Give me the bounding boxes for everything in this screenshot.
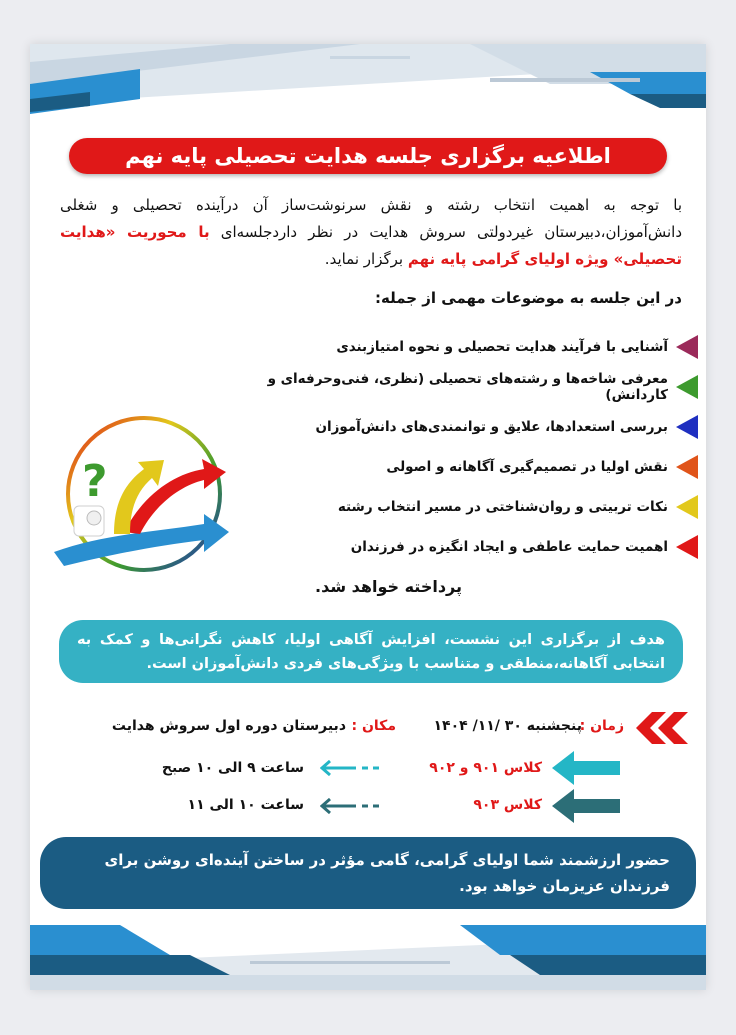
class-903-label: کلاس ۹۰۳ (473, 797, 542, 813)
topic-label: معرفی شاخه‌ها و رشته‌های تحصیلی (نظری، فنی‌وحرفه‌ای و کاردانش) (267, 370, 668, 403)
time-label: زمان : (579, 718, 624, 734)
topics-list (248, 329, 698, 569)
footer-decoration (30, 895, 706, 990)
arrow-left-icon (552, 751, 620, 785)
topic-label: اهمیت حمایت عاطفی و ایجاد انگیزه در فرزندان (350, 538, 668, 555)
time-value: پنجشنبه ۳۰ /۱۱/ ۱۴۰۴ (433, 718, 582, 734)
triangle-bullet-icon (676, 495, 698, 519)
triangle-bullet-icon (676, 375, 698, 399)
class-901-902-hour: ساعت ۹ الی ۱۰ صبح (161, 760, 304, 776)
goal-box: هدف از برگزاری این نشست، افزایش آگاهی اولیا، کاهش نگرانی‌ها و کمک به انتخابی آگاهانه،منطقی و متناسب با ویژگی‌های فردی دانش‌آموزان است. (59, 620, 683, 683)
announcement-card (30, 44, 706, 990)
class-901-902-label: کلاس ۹۰۱ و ۹۰۲ (429, 760, 542, 776)
topic-item (248, 369, 698, 404)
triangle-bullet-icon (676, 455, 698, 479)
triangle-bullet-icon (676, 335, 698, 359)
triangle-bullet-icon (676, 535, 698, 559)
topic-item (248, 329, 698, 364)
announcement-title: اطلاعیه برگزاری جلسه هدایت تحصیلی پایه نهم (69, 138, 667, 174)
topic-item (248, 529, 698, 564)
topic-item (248, 409, 698, 444)
topics-conclusion: پرداخته خواهد شد. (315, 577, 462, 596)
topic-item (248, 449, 698, 484)
intro-text-after: برگزار نماید. (324, 250, 408, 268)
triangle-bullet-icon (676, 415, 698, 439)
intro-paragraph (60, 192, 682, 273)
header-decoration (30, 44, 706, 139)
dashed-arrow-left-icon (320, 798, 382, 814)
intro-text-before: با توجه به اهمیت انتخاب رشته و نقش سرنوشت‌ساز آن درآینده تحصیلی و شغلی دانش‌آموزان،دبیرستان غیردولتی سروش هدایت در نظر داردجلسه‌ای (60, 196, 682, 241)
class-903-hour: ساعت ۱۰ الی ۱۱ (187, 797, 304, 813)
closing-message: حضور ارزشمند شما اولیای گرامی، گامی مؤثر در ساختن آینده‌ای روشن برای فرزندان عزیزمان خواهد بود. (40, 837, 696, 909)
intro-highlight: با محوریت «هدایت تحصیلی» ویژه اولیای گرامی پایه نهم (60, 223, 682, 268)
topic-label: نکات تربیتی و روان‌شناختی در مسیر انتخاب رشته (337, 498, 668, 515)
place-label: مکان : (351, 718, 396, 734)
topic-label: آشنایی با فرآیند هدایت تحصیلی و نحوه امتیازبندی (336, 338, 668, 355)
double-chevron-icon (634, 712, 692, 744)
topics-heading: در این جلسه به موضوعات مهمی از جمله: (374, 289, 682, 307)
topic-item (248, 489, 698, 524)
arrow-left-icon (552, 789, 620, 823)
topic-label: نقش اولیا در تصمیم‌گیری آگاهانه و اصولی (386, 458, 668, 475)
dashed-arrow-left-icon (320, 760, 382, 776)
svg-text:?: ? (82, 456, 108, 507)
place-value: دبیرستان دوره اول سروش هدایت (111, 718, 346, 734)
topic-label: بررسی استعدادها، علایق و توانمندی‌های دانش‌آموزان (315, 418, 668, 435)
career-path-illustration (44, 414, 244, 574)
